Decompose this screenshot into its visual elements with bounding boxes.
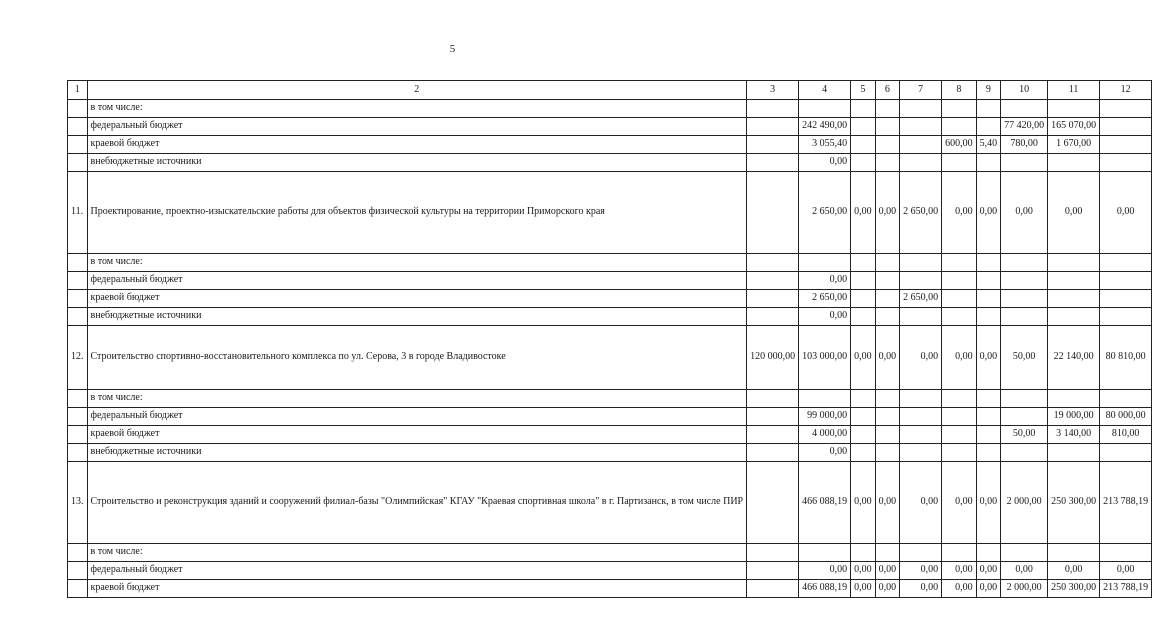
column-header: 8 [942,81,977,100]
budget-table [67,80,1152,598]
table-cell [1001,308,1048,326]
table-cell [900,444,942,462]
table-cell [976,390,1001,408]
column-header: 1 [68,81,88,100]
table-cell: 0,00 [1048,172,1100,254]
table-cell [747,254,799,272]
table-cell [799,544,851,562]
column-header: 5 [851,81,876,100]
table-cell [1048,290,1100,308]
table-cell: 213 788,19 [1100,580,1152,598]
row-number [68,444,88,462]
table-cell [875,136,900,154]
table-cell: 0,00 [799,154,851,172]
table-cell [900,272,942,290]
table-cell: 0,00 [799,444,851,462]
table-cell [900,426,942,444]
table-row [68,390,1152,408]
table-cell [976,100,1001,118]
table-row [68,444,1152,462]
table-cell: 0,00 [900,326,942,390]
table-cell: 466 088,19 [799,462,851,544]
table-cell [747,544,799,562]
table-cell [900,254,942,272]
table-cell: 5,40 [976,136,1001,154]
table-cell [942,290,977,308]
table-cell: 0,00 [851,172,876,254]
table-cell: 2 650,00 [900,290,942,308]
table-cell [1001,444,1048,462]
table-cell: 2 650,00 [900,172,942,254]
table-row-item [68,172,1152,254]
table-cell: 600,00 [942,136,977,154]
row-number [68,100,88,118]
table-cell: 103 000,00 [799,326,851,390]
table-cell [900,118,942,136]
table-cell [851,272,876,290]
table-cell [851,308,876,326]
row-name: внебюджетные источники [87,444,747,462]
table-cell [976,290,1001,308]
table-cell [875,308,900,326]
table-cell [1100,308,1152,326]
table-cell: 0,00 [976,172,1001,254]
column-header: 10 [1001,81,1048,100]
table-cell [851,408,876,426]
row-name: краевой бюджет [87,136,747,154]
table-cell: 0,00 [1001,562,1048,580]
table-row [68,290,1152,308]
table-row [68,426,1152,444]
column-header: 4 [799,81,851,100]
table-cell [1100,272,1152,290]
table-cell: 213 788,19 [1100,462,1152,544]
table-cell [747,172,799,254]
table-cell [875,254,900,272]
table-cell [942,118,977,136]
column-header: 3 [747,81,799,100]
table-cell [799,100,851,118]
table-cell [1100,136,1152,154]
table-cell: 4 000,00 [799,426,851,444]
table-cell [1100,154,1152,172]
table-cell [851,254,876,272]
table-cell [942,408,977,426]
row-number: 13. [68,462,88,544]
table-cell [875,118,900,136]
table-cell [1048,154,1100,172]
table-cell [1100,290,1152,308]
table-cell [875,100,900,118]
table-cell [976,544,1001,562]
table-cell [976,154,1001,172]
table-row [68,562,1152,580]
table-row [68,408,1152,426]
table-cell: 22 140,00 [1048,326,1100,390]
table-cell: 0,00 [875,580,900,598]
row-name: в том числе: [87,254,747,272]
row-number [68,254,88,272]
row-number [68,580,88,598]
table-cell [1001,408,1048,426]
page-number: 5 [449,43,456,55]
table-cell [1048,254,1100,272]
row-number [68,426,88,444]
row-number [68,136,88,154]
table-cell [747,100,799,118]
row-name: в том числе: [87,100,747,118]
table-cell [942,100,977,118]
table-row [68,254,1152,272]
table-cell [976,444,1001,462]
table-cell: 3 140,00 [1048,426,1100,444]
table-cell [942,272,977,290]
table-cell [1001,154,1048,172]
table-cell [900,308,942,326]
table-cell: 0,00 [799,272,851,290]
row-name: краевой бюджет [87,580,747,598]
row-name: краевой бюджет [87,290,747,308]
table-cell: 0,00 [1100,172,1152,254]
row-name: в том числе: [87,544,747,562]
table-cell [747,390,799,408]
table-cell [747,290,799,308]
table-cell [976,308,1001,326]
table-cell [1048,390,1100,408]
table-cell [1001,390,1048,408]
table-cell [942,154,977,172]
table-cell [900,154,942,172]
row-name: Строительство и реконструкция зданий и сооружений филиал-базы "Олимпийская" КГАУ "Краевая спортивная школа" в г. Партизанск, в том числе ПИР [87,462,747,544]
table-cell: 0,00 [942,172,977,254]
table-cell: 780,00 [1001,136,1048,154]
row-number [68,290,88,308]
table-cell: 0,00 [875,172,900,254]
table-cell: 0,00 [976,462,1001,544]
table-cell: 466 088,19 [799,580,851,598]
row-name: внебюджетные источники [87,308,747,326]
table-cell [1001,544,1048,562]
table-row [68,544,1152,562]
table-row [68,118,1152,136]
table-cell [976,118,1001,136]
table-cell [1100,118,1152,136]
table-cell [747,154,799,172]
table-row [68,308,1152,326]
table-cell [747,118,799,136]
row-name: федеральный бюджет [87,562,747,580]
table-cell: 1 670,00 [1048,136,1100,154]
table-cell: 810,00 [1100,426,1152,444]
row-name: федеральный бюджет [87,272,747,290]
table-cell [747,408,799,426]
table-cell: 0,00 [1001,172,1048,254]
table-cell [976,272,1001,290]
table-cell [1048,444,1100,462]
table-cell [1048,308,1100,326]
table-row [68,154,1152,172]
table-cell [1001,254,1048,272]
table-cell: 0,00 [799,308,851,326]
row-number [68,308,88,326]
row-number [68,154,88,172]
table-cell: 250 300,00 [1048,462,1100,544]
table-cell [1100,444,1152,462]
table-cell [799,254,851,272]
table-cell [1048,272,1100,290]
table-cell [851,118,876,136]
table-cell [747,272,799,290]
table-cell: 0,00 [851,462,876,544]
table-row [68,580,1152,598]
table-cell: 0,00 [875,562,900,580]
table-cell: 0,00 [875,462,900,544]
table-cell [747,462,799,544]
table-cell: 0,00 [942,462,977,544]
row-number [68,390,88,408]
table-cell [1100,254,1152,272]
table-cell [875,154,900,172]
table-cell: 2 650,00 [799,172,851,254]
table-cell: 165 070,00 [1048,118,1100,136]
table-cell [900,136,942,154]
table-cell: 0,00 [851,580,876,598]
table-cell: 80 810,00 [1100,326,1152,390]
table-cell: 0,00 [900,562,942,580]
table-cell [900,100,942,118]
table-cell [900,390,942,408]
table-cell [747,136,799,154]
row-number: 12. [68,326,88,390]
column-header: 6 [875,81,900,100]
row-name: краевой бюджет [87,426,747,444]
table-cell [942,544,977,562]
table-cell [851,444,876,462]
table-cell [1001,272,1048,290]
table-cell [747,444,799,462]
row-name: Строительство спортивно-восстановительного комплекса по ул. Серова, 3 в городе Владивостоке [87,326,747,390]
table-cell [875,408,900,426]
table-cell [1100,544,1152,562]
table-cell [900,544,942,562]
column-header: 11 [1048,81,1100,100]
table-cell [875,272,900,290]
table-cell [747,580,799,598]
table-row-item [68,326,1152,390]
table-cell [942,308,977,326]
budget-table-body [68,81,1152,598]
table-cell [1100,390,1152,408]
row-number [68,544,88,562]
table-row-item [68,462,1152,544]
table-cell: 2 000,00 [1001,580,1048,598]
table-cell [1001,290,1048,308]
table-cell [875,444,900,462]
table-cell: 242 490,00 [799,118,851,136]
row-name: в том числе: [87,390,747,408]
table-cell [900,408,942,426]
table-cell [976,254,1001,272]
table-row [68,100,1152,118]
row-name: федеральный бюджет [87,118,747,136]
table-cell [747,426,799,444]
table-row [68,136,1152,154]
table-cell: 50,00 [1001,426,1048,444]
table-cell: 0,00 [942,562,977,580]
table-cell: 250 300,00 [1048,580,1100,598]
table-cell [875,426,900,444]
row-name: федеральный бюджет [87,408,747,426]
table-cell: 19 000,00 [1048,408,1100,426]
table-cell [747,562,799,580]
table-cell [942,254,977,272]
table-row [68,272,1152,290]
table-cell [851,154,876,172]
table-cell [942,444,977,462]
row-number [68,562,88,580]
table-cell: 120 000,00 [747,326,799,390]
table-cell: 0,00 [851,562,876,580]
column-header: 2 [87,81,747,100]
table-cell: 0,00 [851,326,876,390]
table-cell: 2 000,00 [1001,462,1048,544]
row-name: внебюджетные источники [87,154,747,172]
table-cell [747,308,799,326]
table-cell: 77 420,00 [1001,118,1048,136]
table-cell [875,390,900,408]
table-cell: 0,00 [942,580,977,598]
table-cell: 3 055,40 [799,136,851,154]
row-name: Проектирование, проектно-изыскательские работы для объектов физической культуры на территории Приморского края [87,172,747,254]
table-cell: 0,00 [976,580,1001,598]
table-cell: 0,00 [900,462,942,544]
row-number [68,408,88,426]
column-header-row [68,81,1152,100]
table-cell: 0,00 [976,562,1001,580]
table-cell [1048,100,1100,118]
table-cell: 0,00 [976,326,1001,390]
table-cell [851,390,876,408]
table-cell: 0,00 [875,326,900,390]
table-cell: 80 000,00 [1100,408,1152,426]
table-cell [976,408,1001,426]
table-cell: 0,00 [942,326,977,390]
table-cell [976,426,1001,444]
column-header: 12 [1100,81,1152,100]
table-cell [875,290,900,308]
table-cell [1001,100,1048,118]
table-cell [799,390,851,408]
table-cell: 0,00 [1100,562,1152,580]
table-cell [851,426,876,444]
table-cell: 2 650,00 [799,290,851,308]
table-cell [1100,100,1152,118]
table-cell: 0,00 [900,580,942,598]
row-number [68,272,88,290]
table-cell [1048,544,1100,562]
table-cell: 50,00 [1001,326,1048,390]
table-cell: 99 000,00 [799,408,851,426]
table-cell: 0,00 [799,562,851,580]
table-cell [851,544,876,562]
table-cell [942,390,977,408]
table-cell: 0,00 [1048,562,1100,580]
table-cell [942,426,977,444]
row-number [68,118,88,136]
table-cell [875,544,900,562]
row-number: 11. [68,172,88,254]
table-cell [851,100,876,118]
column-header: 7 [900,81,942,100]
table-cell [851,136,876,154]
column-header: 9 [976,81,1001,100]
table-cell [851,290,876,308]
